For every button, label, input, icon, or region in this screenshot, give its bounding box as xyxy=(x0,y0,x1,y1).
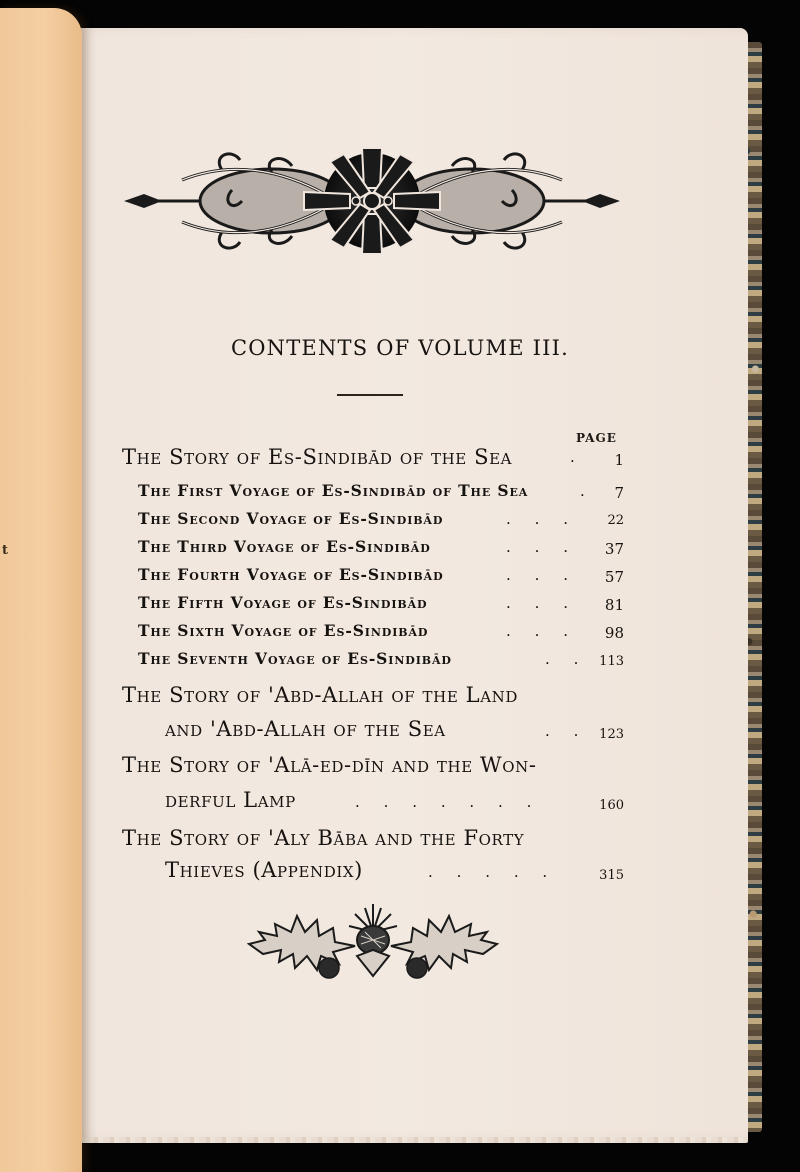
toc-page-number: 123 xyxy=(599,727,624,742)
toc-entry-title: The Third Voyage of Es-Sindibād xyxy=(138,537,431,556)
toc-leader-dots: . . . . . . . xyxy=(355,793,532,811)
toc-page-number: 160 xyxy=(599,798,624,813)
page-column-label: PAGE xyxy=(576,431,617,445)
toc-entry-title: The First Voyage of Es-Sindibād of The Sea xyxy=(138,481,529,500)
toc-leader-dots: . xyxy=(580,482,585,500)
toc-leader-dots: . . xyxy=(545,650,579,668)
toc-page-number: 113 xyxy=(599,654,624,669)
toc-entry-title-line1: The Story of 'Abd-Allah of the Land xyxy=(122,683,518,707)
toc-leader-dots: . . . xyxy=(506,510,568,528)
toc-leader-dots: . . . xyxy=(506,538,568,556)
toc-page-number: 98 xyxy=(604,624,624,642)
toc-entry-title: The Seventh Voyage of Es-Sindibād xyxy=(138,649,452,668)
toc-leader-dots: . . . xyxy=(506,594,568,612)
toc-leader-dots: . . . xyxy=(506,566,568,584)
toc-entry-title: The Second Voyage of Es-Sindibād xyxy=(138,509,444,528)
toc-leader-dots: . . . xyxy=(506,622,568,640)
toc-entry-title-line1: The Story of 'Aly Bāba and the Forty xyxy=(122,826,525,850)
toc-page-number: 57 xyxy=(604,568,624,586)
toc-entry-title-line2: Thieves (Appendix) xyxy=(165,858,363,882)
toc-entry-title-line2: and 'Abd-Allah of the Sea xyxy=(165,717,446,741)
thistle-spray-icon xyxy=(245,902,501,986)
toc-page-number: 22 xyxy=(607,513,624,528)
page-title: CONTENTS OF VOLUME III. xyxy=(230,336,570,360)
toc-page-number: 315 xyxy=(599,868,624,883)
toc-page-number: 37 xyxy=(604,540,624,558)
toc-leader-dots: . . xyxy=(545,722,579,740)
toc-leader-dots: . . . . . xyxy=(428,863,548,881)
toc-page-number: 81 xyxy=(604,596,624,614)
toc-entry-title: The Fourth Voyage of Es-Sindibād xyxy=(138,565,444,584)
toc-entry-title: The Sixth Voyage of Es-Sindibād xyxy=(138,621,429,640)
previous-page-text-fragment: t xyxy=(2,543,9,558)
toc-entry-title-line1: The Story of 'Alā-ed-dīn and the Won- xyxy=(122,753,537,777)
toc-page-number: 7 xyxy=(614,484,624,502)
toc-entry-title-line2: derful Lamp xyxy=(165,788,296,812)
toc-entry-title: The Story of Es-Sindibād of the Sea xyxy=(122,445,513,469)
toc-page-number: 1 xyxy=(614,451,624,469)
toc-entry-title: The Fifth Voyage of Es-Sindibād xyxy=(138,593,428,612)
toc-leader-dots: . xyxy=(570,448,575,466)
